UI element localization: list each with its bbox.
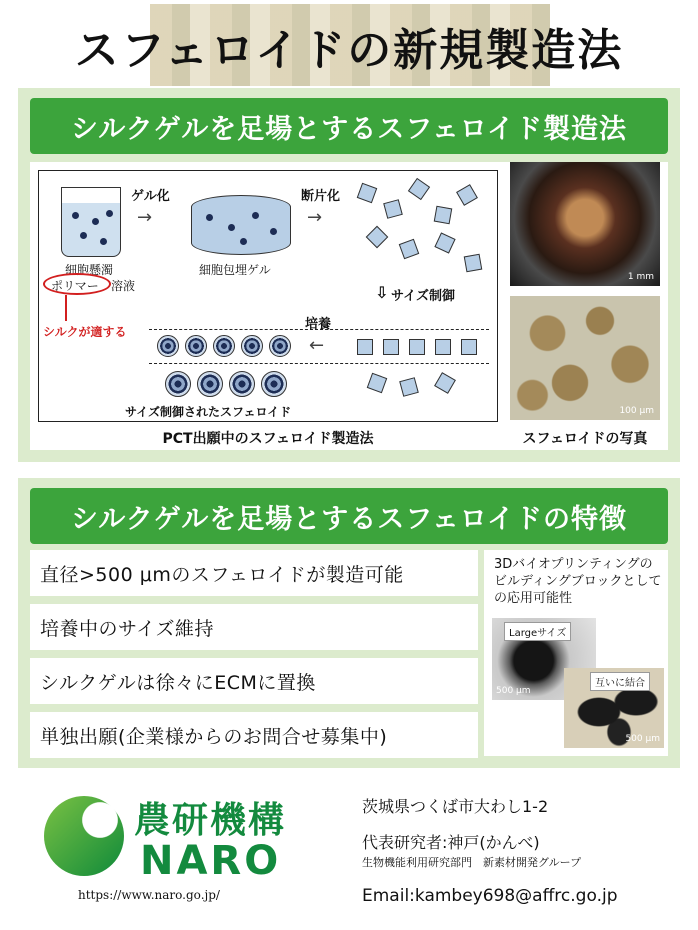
bioprinting-box <box>484 550 668 756</box>
section-content <box>30 162 668 450</box>
naro-logo-icon <box>44 796 124 876</box>
gel-fragment <box>435 339 451 355</box>
footer <box>0 780 698 930</box>
gel-fragment <box>434 232 455 253</box>
gel-fragment <box>383 339 399 355</box>
feature-item: 単独出願(企業様からのお問合せ募集中) <box>30 712 478 758</box>
section-heading: シルクゲルを足場とするスフェロイド製造法 <box>30 98 668 154</box>
website-link[interactable]: https://www.naro.go.jp/ <box>78 888 220 902</box>
red-pointer-line <box>65 295 67 321</box>
image-tag: 互いに結合 <box>590 672 650 691</box>
step-gelation: ゲル化 <box>131 189 170 204</box>
feature-item: 培養中のサイズ維持 <box>30 604 478 650</box>
spheroid-photo-microscope <box>510 296 660 420</box>
gel-fragment <box>367 373 388 394</box>
spheroid <box>185 335 207 357</box>
representative: 代表研究者:神戸(かんべ) <box>362 833 540 852</box>
section-features <box>18 478 680 768</box>
page-title: スフェロイドの新規製造法 <box>74 25 624 76</box>
gel-fragment <box>366 226 389 249</box>
label-polymer: ポリマー <box>51 279 99 293</box>
fused-spheroid-image <box>564 668 664 748</box>
arrow-right-icon: → <box>307 207 323 228</box>
polymer-highlight-ring <box>43 273 111 295</box>
gel-fragment <box>399 239 420 260</box>
spheroid <box>197 371 223 397</box>
photo-caption: スフェロイドの写真 <box>522 431 648 447</box>
spheroid <box>261 371 287 397</box>
gel-fragment <box>408 178 430 200</box>
spheroid <box>157 335 179 357</box>
spheroid <box>213 335 235 357</box>
gel-fragment <box>464 254 483 273</box>
spheroid <box>269 335 291 357</box>
beaker-cell-suspension <box>61 187 121 257</box>
spheroid <box>241 335 263 357</box>
gel-fragment <box>383 199 403 219</box>
label-cell-suspension: 細胞懸濁 <box>65 263 114 277</box>
logo-english: NARO <box>140 838 282 884</box>
scale-label: 500 μm <box>496 686 531 696</box>
gel-fragment <box>357 339 373 355</box>
email-link[interactable]: Email:kambey698@affrc.go.jp <box>362 886 618 906</box>
spheroid-photo-well <box>510 162 660 286</box>
process-diagram <box>38 170 498 422</box>
culture-dish-bottom <box>149 363 489 364</box>
feature-item: 直径>500 μmのスフェロイドが製造可能 <box>30 550 478 596</box>
label-result: サイズ制御されたスフェロイド <box>125 405 292 419</box>
gel-fragment <box>434 206 453 225</box>
spheroid <box>229 371 255 397</box>
section-heading: シルクゲルを足場とするスフェロイドの特徴 <box>30 488 668 544</box>
step-culture: 培養 <box>305 317 332 332</box>
gel-fragment <box>409 339 425 355</box>
step-size-control: サイズ制御 <box>391 289 455 304</box>
diagram-caption: PCT出願中のスフェロイド製造法 <box>162 431 374 447</box>
silk-note: シルクが適する <box>43 325 127 339</box>
scale-label: 100 μm <box>619 406 654 416</box>
gel-fragment <box>357 183 378 204</box>
title-bar <box>0 0 698 88</box>
gel-block <box>191 195 291 255</box>
image-tag: Largeサイズ <box>504 622 571 641</box>
arrow-right-icon: → <box>137 207 153 228</box>
spheroid <box>165 371 191 397</box>
down-arrow-icon: ⇩ <box>375 283 389 302</box>
gel-fragment <box>456 184 478 206</box>
section-manufacturing <box>18 88 680 462</box>
label-solution: 溶液 <box>111 279 136 293</box>
gel-fragment <box>399 377 419 397</box>
feature-item: シルクゲルは徐々にECMに置換 <box>30 658 478 704</box>
bioprinting-text: 3Dバイオプリンティングのビルディングブロックとしての応用可能性 <box>494 557 662 606</box>
scale-label: 1 mm <box>627 272 654 282</box>
logo-japanese: 農研機構 <box>134 800 287 841</box>
gel-fragment <box>434 372 456 394</box>
gel-fragment <box>461 339 477 355</box>
step-fragment: 断片化 <box>301 189 341 204</box>
address: 茨城県つくば市大わし1-2 <box>362 797 549 816</box>
scale-label: 500 μm <box>625 734 660 744</box>
label-gel: 細胞包埋ゲル <box>199 263 271 277</box>
department: 生物機能利用研究部門 新素材開発グループ <box>362 856 582 869</box>
arrow-left-icon: ← <box>309 335 325 356</box>
